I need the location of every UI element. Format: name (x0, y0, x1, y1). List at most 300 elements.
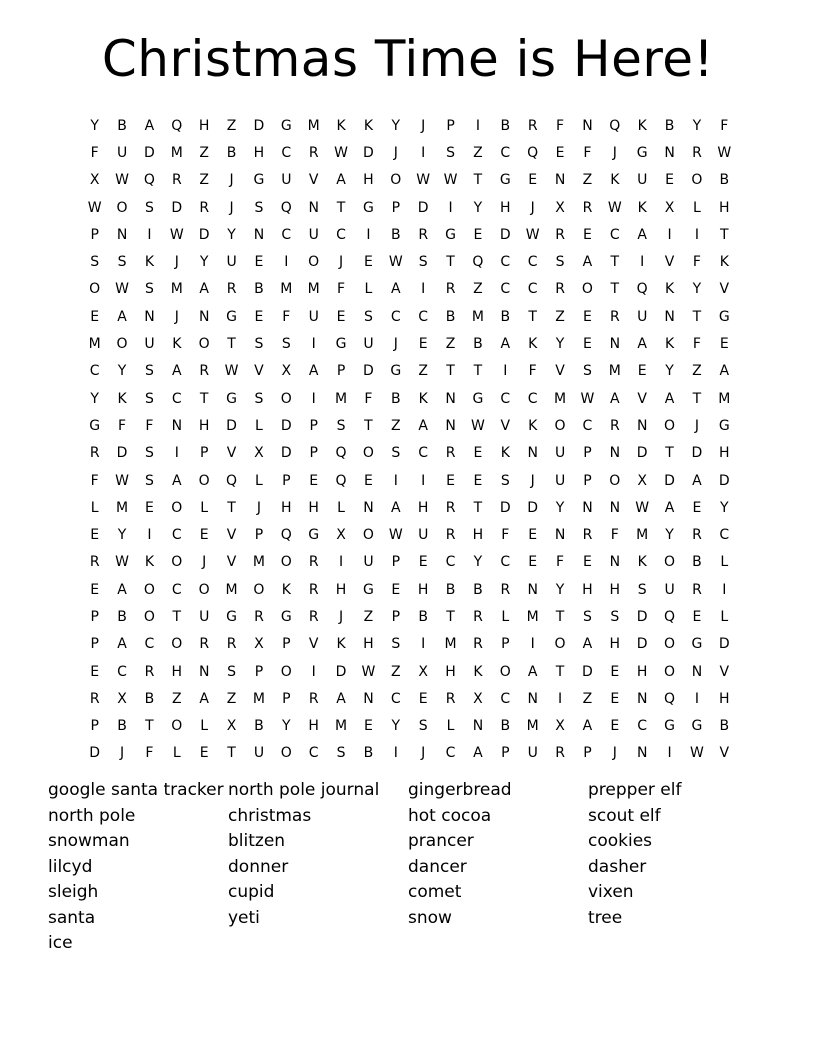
grid-letter: X (555, 199, 565, 216)
grid-letter: J (119, 745, 125, 762)
grid-letter: J (174, 308, 179, 325)
grid-letter: B (500, 117, 511, 134)
word-bank-item: snow (408, 907, 452, 928)
grid-letter: K (500, 445, 510, 462)
grid-letter: K (637, 117, 647, 134)
grid-letter: B (692, 554, 702, 571)
grid-letter: A (582, 254, 593, 271)
grid-letter: B (473, 581, 483, 598)
grid-letter: H (472, 527, 484, 544)
word-bank-item: comet (408, 882, 462, 902)
grid-letter: K (363, 117, 374, 134)
grid-letter: K (637, 554, 647, 571)
grid-letter: G (280, 117, 292, 134)
grid-letter: J (612, 144, 617, 161)
grid-letter: H (582, 581, 593, 598)
grid-letter: Y (227, 226, 236, 243)
grid-letter: H (636, 663, 648, 680)
grid-letter: G (335, 336, 347, 353)
grid-letter: O (253, 581, 265, 598)
grid-letter: O (664, 663, 676, 680)
grid-letter: J (202, 554, 207, 571)
grid-letter: L (364, 281, 373, 298)
grid-letter: T (336, 199, 346, 216)
grid-letter: N (116, 226, 128, 243)
word-bank-item: santa (48, 907, 96, 928)
word-bank-item: cupid (228, 882, 275, 902)
grid-letter: S (144, 445, 154, 462)
grid-letter: H (308, 499, 319, 516)
grid-letter: F (720, 117, 729, 134)
grid-letter: X (664, 199, 675, 216)
grid-letter: I (421, 472, 426, 489)
grid-letter: P (199, 445, 209, 462)
grid-row (81, 276, 738, 303)
grid-letter: A (336, 690, 346, 707)
grid-letter: F (364, 390, 373, 407)
grid-letter: I (174, 445, 179, 462)
grid-letter: E (364, 718, 373, 735)
grid-letter: Z (692, 363, 702, 380)
grid-letter: O (143, 608, 155, 625)
grid-letter: J (256, 499, 261, 516)
grid-letter: C (144, 636, 155, 653)
grid-letter: V (637, 390, 647, 407)
grid-letter: N (554, 172, 566, 189)
grid-letter: N (472, 718, 484, 735)
grid-letter: W (525, 226, 540, 243)
grid-letter: D (499, 499, 511, 516)
grid-letter: N (691, 663, 703, 680)
grid-letter: Z (199, 144, 209, 161)
grid-letter: M (636, 527, 649, 544)
grid-letter: C (527, 281, 538, 298)
grid-letter: R (308, 581, 319, 598)
grid-row (81, 248, 738, 275)
grid-letter: R (418, 226, 429, 243)
grid-letter: T (227, 745, 236, 762)
grid-letter: Z (445, 336, 456, 353)
grid-letter: R (171, 172, 182, 189)
grid-letter: E (583, 308, 592, 325)
grid-letter: N (582, 499, 593, 516)
grid-letter: O (280, 390, 292, 407)
grid-letter: H (281, 499, 292, 516)
grid-letter: E (364, 254, 373, 271)
grid-letter: T (199, 390, 209, 407)
grid-letter: Q (664, 608, 676, 625)
grid-letter: Y (555, 336, 565, 353)
grid-letter: D (718, 472, 730, 489)
grid-letter: I (311, 336, 316, 353)
grid-letter: G (226, 308, 237, 325)
grid-letter: R (473, 608, 483, 625)
grid-letter: J (229, 199, 234, 216)
grid-letter: T (665, 445, 674, 462)
grid-letter: R (582, 527, 593, 544)
grid-letter: J (174, 254, 179, 271)
grid-letter: O (198, 472, 210, 489)
grid-letter: W (115, 554, 129, 571)
grid-letter: Y (692, 281, 702, 298)
grid-letter: G (308, 527, 320, 544)
grid-letter: O (171, 636, 183, 653)
grid-letter: B (719, 172, 730, 189)
grid-letter: N (664, 308, 675, 325)
grid-letter: R (226, 636, 237, 653)
grid-letter: J (229, 172, 234, 189)
grid-row (81, 112, 738, 139)
grid-letter: J (530, 199, 535, 216)
grid-letter: E (665, 172, 674, 189)
grid-letter: E (199, 527, 209, 544)
grid-letter: I (667, 226, 672, 243)
grid-letter: L (720, 608, 729, 625)
grid-letter: A (473, 745, 483, 762)
grid-letter: P (254, 663, 264, 680)
word-bank-item: yeti (228, 907, 260, 928)
grid-letter: A (336, 172, 346, 189)
grid-letter: X (254, 636, 264, 653)
grid-letter: E (692, 499, 702, 516)
grid-letter: W (115, 172, 129, 189)
grid-letter: E (583, 226, 592, 243)
grid-letter: R (692, 144, 702, 161)
grid-letter: O (198, 581, 210, 598)
grid-letter: K (637, 199, 647, 216)
grid-letter: E (418, 690, 428, 707)
grid-letter: C (418, 445, 429, 462)
grid-letter: W (361, 663, 376, 680)
grid-letter: D (198, 226, 210, 243)
grid-letter: D (363, 363, 374, 380)
grid-row (81, 603, 738, 630)
grid-letter: N (527, 581, 538, 598)
grid-letter: S (391, 445, 401, 462)
grid-letter: Y (720, 499, 729, 516)
grid-letter: M (335, 718, 348, 735)
grid-letter: X (281, 363, 292, 380)
grid-letter: A (144, 117, 155, 134)
word-bank-item: north pole (48, 805, 136, 826)
grid-letter: T (528, 308, 537, 325)
word-bank-item: google santa tracker (48, 780, 224, 800)
grid-letter: K (719, 254, 729, 271)
grid-letter: K (336, 636, 346, 653)
grid-letter: H (719, 445, 730, 462)
grid-letter: Q (280, 527, 292, 544)
grid-letter: K (172, 336, 182, 353)
grid-letter: A (117, 308, 127, 325)
grid-letter: A (719, 363, 730, 380)
grid-letter: A (637, 226, 647, 243)
grid-letter: R (199, 363, 210, 380)
grid-letter: M (225, 581, 238, 598)
grid-letter: P (90, 608, 99, 625)
grid-letter: R (445, 527, 456, 544)
grid-letter: V (308, 636, 319, 653)
grid-letter: H (417, 581, 429, 598)
grid-letter: C (500, 390, 511, 407)
grid-letter: A (527, 663, 538, 680)
grid-letter: R (89, 445, 100, 462)
grid-letter: I (393, 472, 398, 489)
grid-letter: W (169, 226, 184, 243)
grid-letter: O (554, 636, 566, 653)
grid-letter: F (610, 527, 619, 544)
grid-letter: W (115, 472, 129, 489)
grid-letter: N (609, 554, 621, 571)
grid-letter: G (89, 417, 101, 434)
grid-letter: K (117, 390, 127, 407)
grid-letter: H (417, 499, 429, 516)
grid-letter: W (388, 527, 403, 544)
grid-letter: Z (226, 117, 237, 134)
grid-row (81, 658, 738, 685)
grid-letter: Z (391, 663, 401, 680)
grid-letter: U (363, 554, 374, 571)
grid-letter: H (719, 199, 730, 216)
grid-letter: G (718, 417, 730, 434)
grid-row (81, 412, 738, 439)
grid-letter: F (556, 554, 565, 571)
grid-letter: M (307, 117, 320, 134)
grid-letter: C (308, 745, 319, 762)
grid-letter: S (90, 254, 100, 271)
grid-letter: V (308, 172, 319, 189)
grid-letter: O (609, 472, 621, 489)
grid-row (81, 385, 738, 412)
grid-letter: E (145, 499, 154, 516)
grid-letter: K (281, 581, 291, 598)
grid-letter: N (198, 663, 210, 680)
grid-letter: G (363, 199, 374, 216)
grid-letter: B (391, 226, 401, 243)
grid-letter: Y (117, 527, 127, 544)
grid-letter: D (280, 445, 292, 462)
grid-letter: C (171, 390, 182, 407)
grid-letter: W (471, 417, 485, 434)
grid-letter: V (719, 745, 730, 762)
grid-letter: X (473, 690, 483, 707)
grid-letter: L (90, 499, 99, 516)
grid-letter: R (445, 499, 456, 516)
grid-letter: E (583, 554, 592, 571)
word-bank-item: dancer (408, 856, 467, 877)
grid-letter: B (418, 608, 428, 625)
grid-letter: W (607, 199, 622, 216)
grid-letter: S (144, 363, 154, 380)
grid-letter: C (500, 281, 511, 298)
word-bank-item: prepper elf (588, 780, 682, 800)
grid-letter: M (471, 308, 484, 325)
grid-letter: I (694, 690, 699, 707)
grid-letter: H (198, 117, 210, 134)
grid-letter: B (664, 117, 675, 134)
grid-letter: Y (555, 499, 565, 516)
grid-letter: A (664, 390, 675, 407)
grid-letter: N (198, 308, 210, 325)
grid-letter: M (280, 281, 293, 298)
grid-letter: P (501, 636, 510, 653)
grid-letter: E (90, 581, 100, 598)
grid-letter: W (717, 144, 732, 161)
word-bank-item: cookies (588, 831, 653, 851)
grid-letter: O (280, 745, 292, 762)
grid-letter: P (282, 472, 291, 489)
grid-letter: H (253, 144, 265, 161)
grid-letter: E (90, 663, 100, 680)
grid-letter: P (446, 117, 455, 134)
grid-letter: G (691, 718, 703, 735)
grid-letter: R (144, 663, 155, 680)
grid-letter: P (282, 690, 291, 707)
word-bank-item: blitzen (228, 831, 286, 851)
grid-letter: Z (172, 690, 182, 707)
grid-letter: Y (555, 581, 565, 598)
grid-letter: O (362, 527, 374, 544)
grid-letter: R (445, 690, 456, 707)
grid-letter: C (336, 226, 346, 243)
grid-letter: P (90, 226, 99, 243)
grid-letter: I (667, 745, 672, 762)
grid-letter: R (609, 308, 620, 325)
grid-letter: S (254, 199, 264, 216)
grid-letter: E (446, 472, 455, 489)
letter-grid (81, 112, 738, 767)
grid-letter: L (446, 718, 455, 735)
grid-letter: P (391, 199, 401, 216)
grid-letter: C (89, 363, 100, 380)
grid-letter: W (115, 281, 129, 298)
grid-row (81, 713, 738, 740)
grid-letter: I (311, 663, 316, 680)
grid-letter: L (501, 608, 510, 625)
grid-letter: Z (582, 690, 593, 707)
grid-letter: G (472, 390, 484, 407)
grid-letter: F (145, 745, 154, 762)
grid-letter: D (363, 144, 374, 161)
grid-letter: S (281, 336, 291, 353)
grid-row (81, 576, 738, 603)
grid-letter: Y (391, 117, 401, 134)
grid-letter: S (336, 745, 346, 762)
grid-letter: Z (555, 308, 565, 325)
grid-letter: B (117, 608, 127, 625)
grid-letter: A (582, 636, 593, 653)
grid-letter: A (418, 417, 428, 434)
grid-letter: Y (117, 363, 127, 380)
grid-letter: C (500, 254, 511, 271)
grid-letter: C (500, 554, 511, 571)
grid-letter: Y (473, 199, 483, 216)
grid-row (81, 467, 738, 494)
grid-letter: T (364, 417, 373, 434)
grid-letter: V (719, 663, 730, 680)
grid-letter: F (692, 336, 701, 353)
grid-letter: U (363, 336, 374, 353)
grid-letter: L (720, 554, 729, 571)
grid-letter: E (637, 363, 647, 380)
grid-letter: O (171, 499, 183, 516)
grid-letter: A (308, 363, 319, 380)
grid-letter: O (390, 172, 402, 189)
grid-letter: Y (473, 554, 483, 571)
grid-letter: C (171, 527, 182, 544)
word-bank-item: tree (588, 907, 623, 928)
grid-letter: L (693, 199, 701, 216)
grid-letter: B (226, 144, 237, 161)
grid-letter: N (636, 745, 648, 762)
grid-letter: O (362, 445, 374, 462)
grid-letter: E (528, 554, 538, 571)
grid-letter: P (90, 718, 99, 735)
grid-letter: W (443, 172, 458, 189)
grid-letter: S (418, 254, 428, 271)
grid-letter: C (390, 308, 401, 325)
grid-letter: J (694, 417, 699, 434)
grid-letter: K (144, 554, 155, 571)
grid-letter: K (664, 281, 675, 298)
grid-letter: E (90, 527, 100, 544)
grid-letter: M (88, 336, 101, 353)
grid-letter: F (337, 281, 346, 298)
grid-letter: D (499, 226, 511, 243)
grid-letter: E (199, 745, 209, 762)
grid-letter: I (448, 199, 453, 216)
grid-letter: K (336, 117, 346, 134)
grid-letter: N (445, 417, 456, 434)
grid-letter: I (530, 636, 535, 653)
grid-letter: O (554, 417, 566, 434)
grid-letter: T (172, 608, 182, 625)
grid-letter: Y (282, 718, 291, 735)
word-bank-item: vixen (588, 882, 634, 902)
grid-letter: J (612, 745, 617, 762)
grid-row (81, 740, 738, 767)
grid-letter: M (170, 144, 183, 161)
grid-letter: O (280, 663, 292, 680)
grid-letter: I (694, 226, 699, 243)
grid-letter: C (281, 144, 292, 161)
grid-letter: T (610, 254, 620, 271)
grid-letter: V (719, 281, 730, 298)
grid-letter: G (253, 172, 265, 189)
grid-letter: W (334, 144, 348, 161)
grid-letter: O (664, 636, 676, 653)
grid-letter: U (199, 608, 210, 625)
grid-letter: A (117, 581, 127, 598)
grid-letter: T (473, 363, 483, 380)
grid-letter: S (418, 718, 428, 735)
grid-letter: D (718, 636, 730, 653)
grid-letter: S (363, 308, 373, 325)
grid-letter: U (637, 172, 648, 189)
grid-letter: Q (335, 472, 347, 489)
grid-letter: C (445, 745, 456, 762)
grid-letter: P (309, 417, 318, 434)
grid-letter: E (473, 472, 483, 489)
grid-letter: X (226, 718, 237, 735)
grid-letter: J (530, 472, 535, 489)
grid-letter: W (416, 172, 431, 189)
grid-letter: M (307, 281, 320, 298)
grid-letter: V (254, 363, 264, 380)
grid-letter: S (336, 417, 346, 434)
grid-letter: U (308, 226, 319, 243)
grid-letter: B (117, 718, 127, 735)
word-bank-item: lilcyd (48, 856, 93, 877)
